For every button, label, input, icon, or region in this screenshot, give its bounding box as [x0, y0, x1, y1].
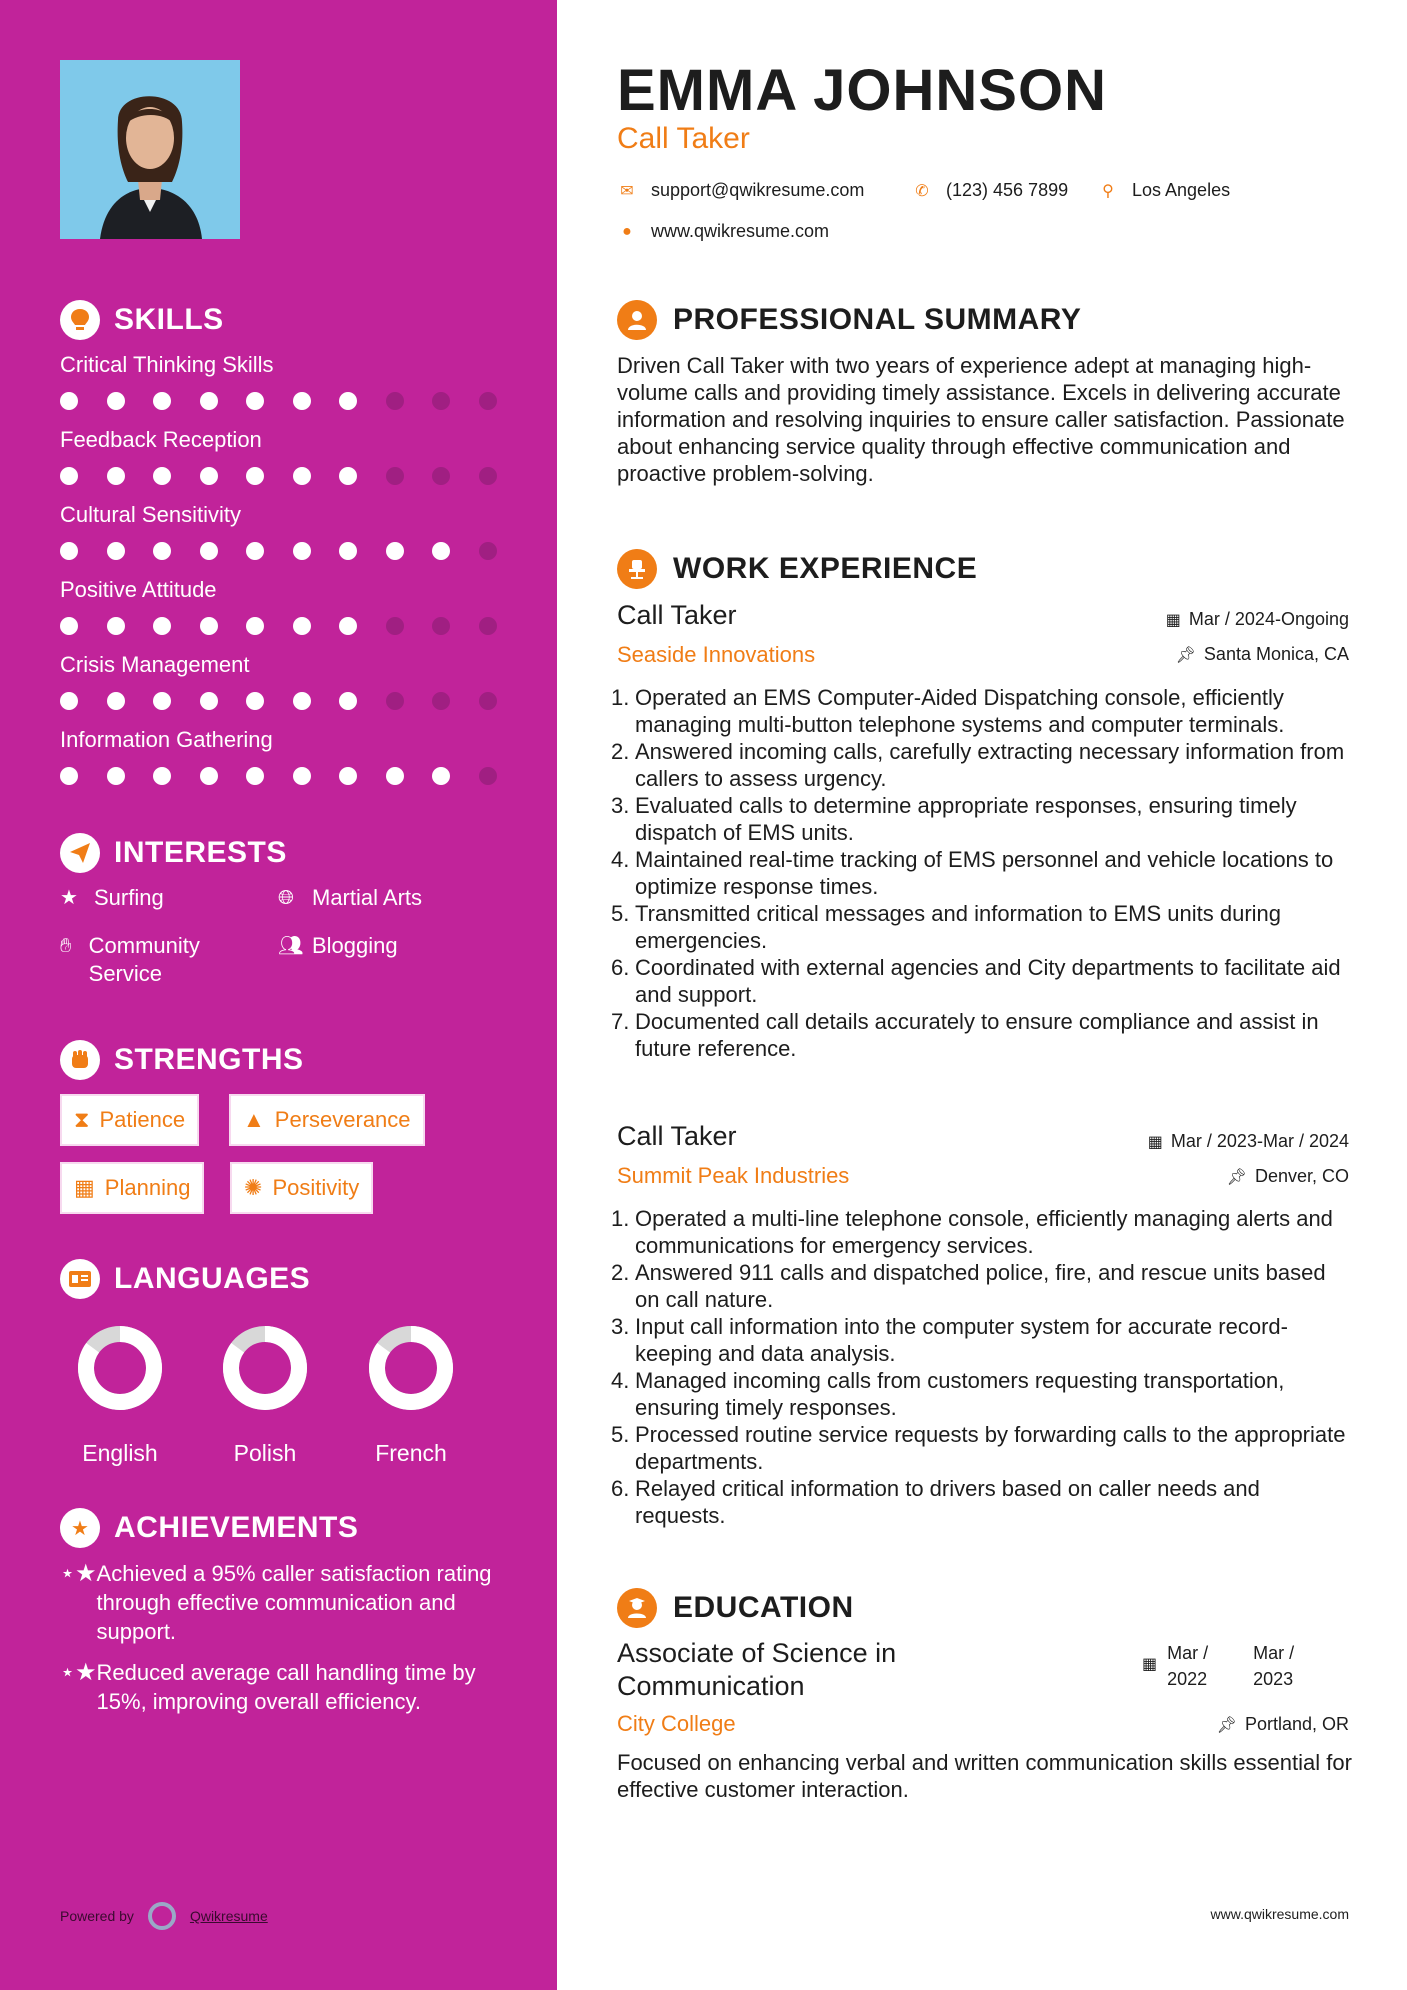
job-duties-list: [611, 684, 1356, 1062]
duty-number: 1.: [611, 1206, 630, 1231]
duty-text: Maintained real-time tracking of EMS personnel and vehicle locations to optimize response times.: [635, 847, 1334, 899]
rating-dot-filled: [200, 392, 218, 410]
rating-dot-empty: [479, 692, 497, 710]
language-icon: [60, 1259, 100, 1299]
skill-rating: [60, 392, 500, 412]
language-name: French: [375, 1440, 447, 1466]
company-name: Summit Peak Industries: [617, 1163, 850, 1188]
duty-text: Relayed critical information to drivers based on caller needs and requests.: [635, 1476, 1260, 1528]
people-icon: 👥︎: [278, 935, 304, 957]
star-icon: ★: [60, 887, 78, 909]
email-text: support@qwikresume.com: [651, 180, 865, 200]
rating-dot-filled: [339, 392, 357, 410]
strength-label: Patience: [99, 1107, 186, 1132]
strengths-header: [60, 1040, 304, 1080]
languages-header: [60, 1259, 310, 1299]
rating-dot-filled: [200, 617, 218, 635]
job-dates: [1148, 1131, 1349, 1152]
rating-dot-filled: [60, 542, 78, 560]
duty-item: [611, 684, 1356, 738]
rating-dot-filled: [432, 542, 450, 560]
pin-icon: 📌︎: [1216, 1716, 1237, 1734]
duty-item: [611, 1008, 1356, 1062]
rating-dot-empty: [386, 467, 404, 485]
school-location-text: Portland, OR: [1244, 1714, 1349, 1734]
job-title: Call Taker: [617, 600, 737, 630]
rating-dot-filled: [293, 542, 311, 560]
pin-icon: 📌︎: [1175, 646, 1196, 664]
rating-dot-filled: [293, 767, 311, 785]
contact-website[interactable]: [617, 221, 829, 242]
school-name: City College: [617, 1711, 736, 1736]
rating-dot-empty: [479, 542, 497, 560]
rating-dot-filled: [153, 617, 171, 635]
duty-number: 5.: [611, 1422, 630, 1447]
skill-name: Information Gathering: [60, 727, 273, 752]
profile-photo: [60, 60, 240, 239]
duty-number: 6.: [611, 955, 630, 980]
duty-text: Input call information into the computer system for accurate record-keeping and data analysis.: [635, 1314, 1288, 1366]
rating-dot-filled: [60, 692, 78, 710]
summary-header: [617, 300, 1081, 340]
duty-text: Answered 911 calls and dispatched police, fire, and rescue units based on call nature.: [635, 1260, 1326, 1312]
skill-item: [60, 350, 500, 412]
language-name: English: [82, 1440, 158, 1466]
job-location-text: Denver, CO: [1254, 1166, 1349, 1186]
lightbulb-icon: [60, 300, 100, 340]
job-location: [1176, 644, 1349, 665]
rating-dot-filled: [386, 767, 404, 785]
skill-rating: [60, 542, 500, 562]
rating-dot-filled: [60, 467, 78, 485]
duty-item: [611, 846, 1356, 900]
duty-text: Answered incoming calls, carefully extracting necessary information from callers to assess urgency.: [635, 739, 1345, 791]
duty-item: [611, 1421, 1356, 1475]
user-icon: [617, 300, 657, 340]
globe-icon: 🌐︎: [278, 887, 294, 909]
pin-icon: 📌︎: [1226, 1168, 1247, 1186]
phone-text: (123) 456 7899: [946, 180, 1069, 200]
rating-dot-filled: [246, 542, 264, 560]
language-donut: [368, 1325, 454, 1411]
qwikresume-link[interactable]: Qwikresume: [189, 1908, 268, 1924]
job-title: Call Taker: [617, 1121, 737, 1151]
rating-dot-filled: [432, 767, 450, 785]
education-description: Focused on enhancing verbal and written communication skills essential for effective customer interaction.: [617, 1750, 1352, 1802]
candidate-role: Call Taker: [617, 122, 750, 155]
interests-title: INTERESTS: [114, 836, 287, 869]
job-location-text: Santa Monica, CA: [1203, 644, 1349, 664]
skill-item: [60, 650, 500, 712]
envelope-icon: ✉: [620, 182, 634, 200]
rating-dot-filled: [107, 542, 125, 560]
duty-item: [611, 900, 1356, 954]
rating-dot-filled: [107, 392, 125, 410]
rating-dot-filled: [293, 392, 311, 410]
rating-dot-filled: [200, 767, 218, 785]
strength-badge: [60, 1094, 199, 1146]
powered-by-label: Powered by: [60, 1908, 134, 1924]
strength-label: Perseverance: [274, 1107, 411, 1132]
rating-dot-filled: [339, 692, 357, 710]
duty-number: 6.: [611, 1476, 630, 1501]
rating-dot-filled: [246, 467, 264, 485]
strength-label: Positivity: [272, 1175, 360, 1200]
duty-text: Coordinated with external agencies and City departments to facilitate aid and support.: [635, 955, 1341, 1007]
duty-item: [611, 1313, 1356, 1367]
rating-dot-filled: [293, 617, 311, 635]
education-end: Mar / 2023: [1253, 1643, 1295, 1689]
rating-dot-filled: [339, 542, 357, 560]
duty-number: 3.: [611, 1314, 630, 1339]
language-donut: [222, 1325, 308, 1411]
paper-plane-icon: [60, 833, 100, 873]
duty-item: [611, 1367, 1356, 1421]
interest-label: Blogging: [312, 933, 398, 958]
duty-text: Operated a multi-line telephone console, efficiently managing alerts and communications for emergency services.: [635, 1206, 1333, 1258]
calendar-icon: ▦: [1147, 1133, 1163, 1151]
rating-dot-empty: [432, 617, 450, 635]
skill-rating: [60, 467, 500, 487]
phone-icon: ✆: [915, 182, 929, 200]
achievement-item: [60, 1559, 500, 1646]
rating-dot-filled: [339, 767, 357, 785]
calendar-icon: ▦: [1165, 611, 1181, 629]
language-item: [65, 1325, 175, 1467]
rating-dot-filled: [339, 467, 357, 485]
skill-item: [60, 500, 500, 562]
rating-dot-filled: [200, 692, 218, 710]
languages-title: LANGUAGES: [114, 1262, 311, 1295]
duty-number: 2.: [611, 1260, 630, 1285]
rating-dot-filled: [60, 617, 78, 635]
interest-item: [278, 932, 398, 960]
duty-text: Managed incoming calls from customers requesting transportation, ensuring timely responses.: [635, 1368, 1285, 1420]
job-dates: [1166, 609, 1349, 630]
interest-label: Surfing: [94, 885, 164, 910]
qwikresume-logo: [148, 1902, 176, 1930]
duty-text: Evaluated calls to determine appropriate responses, ensuring timely dispatch of EMS units.: [635, 793, 1297, 845]
contact-phone[interactable]: [912, 180, 1068, 201]
rating-dot-filled: [246, 617, 264, 635]
rating-dot-filled: [386, 542, 404, 560]
contact-email[interactable]: [617, 180, 864, 201]
globe-icon: ●: [622, 222, 632, 240]
rating-dot-filled: [200, 542, 218, 560]
achievement-text: Reduced average call handling time by 15%, improving overall efficiency.: [96, 1660, 476, 1714]
rating-dot-empty: [386, 692, 404, 710]
rating-dot-empty: [432, 692, 450, 710]
duty-number: 3.: [611, 793, 630, 818]
strengths-title: STRENGTHS: [114, 1043, 304, 1076]
strength-badge: [60, 1162, 204, 1214]
graduate-icon: [617, 1588, 657, 1628]
rating-dot-filled: [60, 767, 78, 785]
duty-item: [611, 792, 1356, 846]
language-donut: [77, 1325, 163, 1411]
rating-dot-empty: [386, 617, 404, 635]
website-text: www.qwikresume.com: [651, 221, 830, 241]
duty-item: [611, 738, 1356, 792]
experience-title: WORK EXPERIENCE: [673, 552, 978, 585]
map-pin-icon: ⚲: [1102, 182, 1114, 200]
rating-dot-empty: [432, 467, 450, 485]
rating-dot-filled: [153, 767, 171, 785]
shooting-star-icon: ⋆★: [60, 1659, 97, 1686]
language-name: Polish: [233, 1440, 297, 1466]
rating-dot-empty: [479, 392, 497, 410]
achievement-text: Achieved a 95% caller satisfaction rating through effective communication and support.: [96, 1561, 492, 1644]
sidebar: [0, 0, 557, 1990]
skill-item: [60, 725, 500, 787]
school-location: [1217, 1714, 1349, 1735]
skill-name: Positive Attitude: [60, 577, 217, 602]
award-star-icon: ★: [60, 1508, 100, 1548]
skill-rating: [60, 767, 500, 787]
office-chair-icon: [617, 549, 657, 589]
duty-text: Transmitted critical messages and information to EMS units during emergencies.: [635, 901, 1282, 953]
interest-label: Community Service: [88, 933, 200, 986]
footer-url[interactable]: www.qwikresume.com: [1210, 1906, 1349, 1922]
contact-location: [1098, 180, 1230, 201]
rating-dot-empty: [479, 617, 497, 635]
company-name: Seaside Innovations: [617, 642, 816, 667]
interest-label: Martial Arts: [312, 885, 423, 910]
language-item: [210, 1325, 320, 1467]
skills-title: SKILLS: [114, 303, 224, 336]
duty-number: 5.: [611, 901, 630, 926]
experience-header: [617, 549, 977, 589]
education-start: Mar / 2022: [1167, 1643, 1209, 1689]
rating-dot-filled: [246, 692, 264, 710]
skill-name: Feedback Reception: [60, 427, 262, 452]
interest-item: [60, 884, 164, 912]
achievements-title: ACHIEVEMENTS: [114, 1511, 359, 1544]
rating-dot-filled: [153, 467, 171, 485]
interests-header: [60, 833, 287, 873]
sun-icon: ✺: [244, 1175, 263, 1200]
strength-badge: [229, 1094, 425, 1146]
duty-number: 4.: [611, 1368, 630, 1393]
powered-by: [60, 1902, 268, 1930]
rating-dot-filled: [339, 617, 357, 635]
education-dates: [1142, 1640, 1339, 1692]
rating-dot-filled: [246, 392, 264, 410]
rating-dot-filled: [153, 692, 171, 710]
duty-text: Documented call details accurately to ensure compliance and assist in future reference.: [635, 1009, 1319, 1061]
degree-title: Associate of Science in Communication: [617, 1638, 897, 1701]
duty-number: 4.: [611, 847, 630, 872]
education-header: [617, 1588, 854, 1628]
rating-dot-filled: [107, 767, 125, 785]
job-dates-text: Mar / 2023-Mar / 2024: [1170, 1131, 1349, 1151]
achievement-item: [60, 1658, 500, 1716]
achievements-header: [60, 1508, 358, 1548]
duty-number: 7.: [611, 1009, 630, 1034]
road-icon: ▲: [243, 1107, 265, 1132]
skill-item: [60, 575, 500, 637]
duty-text: Processed routine service requests by forwarding calls to the appropriate departments.: [635, 1422, 1346, 1474]
job-dates-text: Mar / 2024-Ongoing: [1188, 609, 1349, 629]
rating-dot-filled: [107, 692, 125, 710]
skill-name: Critical Thinking Skills: [60, 352, 274, 377]
rating-dot-filled: [107, 467, 125, 485]
shooting-star-icon: ⋆★: [60, 1560, 97, 1587]
duty-number: 1.: [611, 685, 630, 710]
job-location: [1227, 1166, 1349, 1187]
rating-dot-filled: [153, 542, 171, 560]
fist-icon: [60, 1040, 100, 1080]
rating-dot-empty: [386, 392, 404, 410]
summary-title: PROFESSIONAL SUMMARY: [673, 303, 1082, 336]
location-text: Los Angeles: [1132, 180, 1231, 200]
skills-header: [60, 300, 224, 340]
rating-dot-empty: [479, 467, 497, 485]
duty-item: [611, 1205, 1356, 1259]
language-item: [356, 1325, 466, 1467]
skill-item: [60, 425, 500, 487]
rating-dot-empty: [432, 392, 450, 410]
strength-badge: [230, 1162, 373, 1214]
duty-item: [611, 1475, 1356, 1529]
candidate-name: EMMA JOHNSON: [617, 58, 1107, 123]
calendar-icon: ▦: [1142, 1656, 1158, 1673]
duty-item: [611, 954, 1356, 1008]
rating-dot-filled: [60, 392, 78, 410]
duty-text: Operated an EMS Computer-Aided Dispatching console, efficiently managing multi-button telephone systems and computer terminals.: [635, 685, 1285, 737]
hourglass-icon: ⧗: [74, 1107, 90, 1132]
education-title: EDUCATION: [673, 1591, 854, 1624]
interest-item: [60, 932, 240, 988]
duty-item: [611, 1259, 1356, 1313]
rating-dot-filled: [153, 392, 171, 410]
rating-dot-filled: [293, 467, 311, 485]
rating-dot-filled: [107, 617, 125, 635]
summary-text: Driven Call Taker with two years of experience adept at managing high-volume calls and providing timely assistance. Excels in delivering accurate information and resolving inquiries to ensure caller satisfaction. Passionate about enhancing service quality through effective communication and proactive problem-solving.: [617, 353, 1345, 486]
skill-name: Crisis Management: [60, 652, 250, 677]
hand-icon: ✋︎: [60, 935, 72, 957]
interest-item: [278, 884, 422, 912]
duty-number: 2.: [611, 739, 630, 764]
rating-dot-filled: [200, 467, 218, 485]
skill-rating: [60, 692, 500, 712]
rating-dot-empty: [479, 767, 497, 785]
calendar-icon: ▦: [74, 1175, 95, 1200]
rating-dot-filled: [293, 692, 311, 710]
skill-rating: [60, 617, 500, 637]
skill-name: Cultural Sensitivity: [60, 502, 241, 527]
rating-dot-filled: [246, 767, 264, 785]
strength-label: Planning: [104, 1175, 191, 1200]
job-duties-list: [611, 1205, 1356, 1529]
